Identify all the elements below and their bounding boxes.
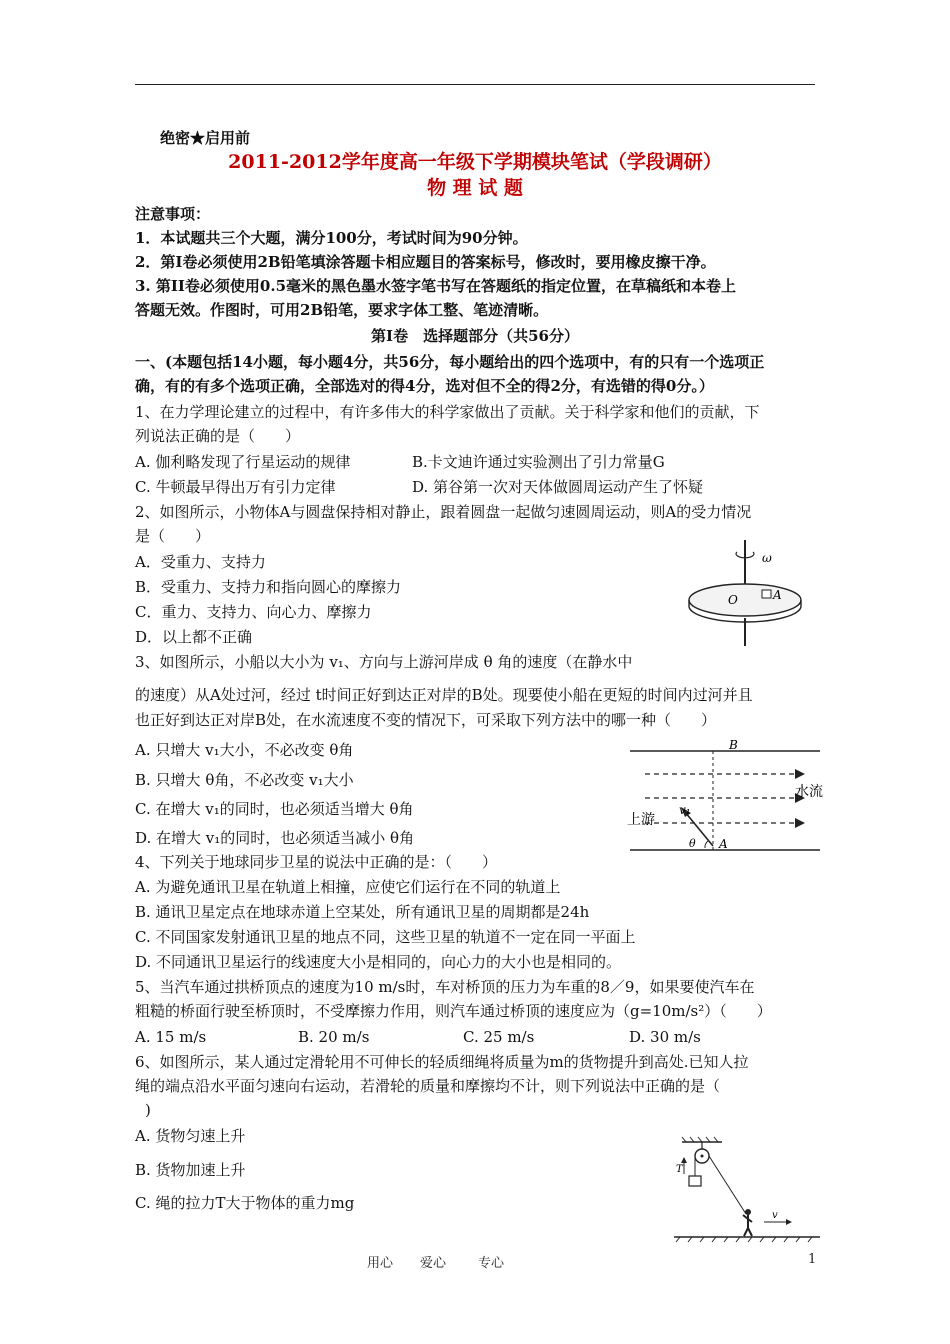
- part1-intro-b: 确，有的有多个选项正确，全部选对的得4分，选对但不全的得2分，有选错的得0分。）: [135, 377, 714, 395]
- tension-label: T: [676, 1164, 683, 1175]
- q3-stem-b: 的速度）从A处过河，经过 t时间正好到达正对岸的B处。现要使小船在更短的时间内过河并且: [135, 686, 753, 704]
- q6-stem-c: ): [145, 1101, 151, 1119]
- note-3b: 答题无效。作图时，可用2B铅笔，要求字体工整、笔迹清晰。: [135, 301, 549, 319]
- footer-motto-2: 爱心: [420, 1256, 447, 1271]
- velocity-label: v: [772, 1210, 778, 1221]
- q2-stem-b: 是（ ）: [135, 527, 211, 545]
- center-label: O: [728, 593, 738, 607]
- theta-label: θ: [689, 837, 696, 850]
- note-2: 2．第Ⅰ卷必须使用2B铅笔填涂答题卡相应题目的答案标号，修改时，要用橡皮擦干净。: [135, 253, 716, 271]
- q2-option-a: A．受重力、支持力: [135, 553, 266, 571]
- footer-motto-3: 专心: [478, 1256, 505, 1271]
- q2-stem-a: 2、如图所示，小物体A与圆盘保持相对静止，跟着圆盘一起做匀速圆周运动，则A的受力情况: [135, 503, 752, 521]
- q1-option-a: A. 伽利略发现了行星运动的规律: [135, 453, 351, 471]
- pulley-figure: [672, 1136, 822, 1244]
- flow-label: 水流: [795, 784, 823, 800]
- person-head: [745, 1209, 751, 1215]
- q6-option-b: B. 货物加速上升: [135, 1161, 246, 1179]
- q3-option-c: C. 在增大 v₁的同时，也必须适当增大 θ角: [135, 800, 414, 818]
- omega-label: ω: [762, 551, 772, 565]
- river-crossing-figure: [625, 738, 825, 856]
- pulley-axle: [701, 1155, 704, 1158]
- q5-stem-a: 5、当汽车通过拱桥顶点的速度为10 m/s时，车对桥顶的压力为车重的8／9，如果要使汽车在: [135, 978, 755, 996]
- block-label: A: [773, 588, 782, 602]
- tension-arrow-icon: [681, 1157, 687, 1163]
- q4-option-c: C. 不同国家发射通讯卫星的地点不同，这些卫星的轨道不一定在同一平面上: [135, 928, 636, 946]
- q1-stem-a: 1、在力学理论建立的过程中，有许多伟大的科学家做出了贡献。关于科学家和他们的贡献，下: [135, 403, 760, 421]
- rotating-disc-figure: [680, 538, 810, 648]
- exam-title: 2011-2012学年度高一年级下学期模块笔试（学段调研）: [228, 151, 722, 173]
- disc-top: [689, 584, 801, 616]
- q5-option-b: B. 20 m/s: [298, 1028, 370, 1046]
- q4-stem: 4、下列关于地球同步卫星的说法中正确的是：（ ）: [135, 853, 498, 871]
- part1-intro-a: 一、(本题包括14小题，每小题4分，共56分，每小题给出的四个选项中，有的只有一个选项正: [135, 353, 765, 371]
- point-a-label: A: [719, 837, 728, 851]
- q6-stem-a: 6、如图所示，某人通过定滑轮用不可伸长的轻质细绳将质量为m的货物提升到高处.已知人拉: [135, 1053, 749, 1071]
- q6-stem-b: 绳的端点沿水平面匀速向右运动，若滑轮的质量和摩擦均不计，则下列说法中正确的是（: [135, 1077, 721, 1095]
- q2-option-d: D．以上都不正确: [135, 628, 253, 646]
- footer-motto-1: 用心: [367, 1256, 394, 1271]
- q5-stem-b: 粗糙的桥面行驶至桥顶时，不受摩擦力作用，则汽车通过桥顶的速度应为（g=10m/s²）（ ）: [135, 1002, 772, 1020]
- upstream-label: 上游: [627, 812, 655, 828]
- person-body: [743, 1215, 752, 1236]
- cargo-box: [689, 1176, 701, 1186]
- q2-option-c: C．重力、支持力、向心力、摩擦力: [135, 603, 372, 621]
- q4-option-d: D. 不同通讯卫星运行的线速度大小是相同的，向心力的大小也是相同的。: [135, 953, 622, 971]
- exam-subtitle: 物 理 试 题: [427, 177, 523, 199]
- q3-option-b: B. 只增大 θ角，不必改变 v₁大小: [135, 771, 354, 789]
- notes-heading: 注意事项：: [135, 205, 211, 223]
- q3-option-a: A. 只增大 v₁大小，不必改变 θ角: [135, 741, 354, 759]
- point-b-label: B: [729, 738, 738, 752]
- q4-option-b: B. 通讯卫星定点在地球赤道上空某处，所有通讯卫星的周期都是24h: [135, 903, 590, 921]
- q1-stem-b: 列说法正确的是（ ）: [135, 427, 301, 445]
- part1-title: 第Ⅰ卷 选择题部分（共56分）: [371, 327, 579, 345]
- q6-option-a: A. 货物匀速上升: [135, 1127, 246, 1145]
- q1-option-c: C. 牛顿最早得出万有引力定律: [135, 478, 336, 496]
- q3-stem-c: 也正好到达正对岸B处，在水流速度不变的情况下，可采取下列方法中的哪一种（ ）: [135, 711, 717, 729]
- q5-option-a: A. 15 m/s: [135, 1028, 207, 1046]
- q5-option-c: C. 25 m/s: [463, 1028, 535, 1046]
- q1-option-d: D. 第谷第一次对天体做圆周运动产生了怀疑: [412, 478, 704, 496]
- q2-option-b: B．受重力、支持力和指向圆心的摩擦力: [135, 578, 402, 596]
- note-1: 1．本试题共三个大题，满分100分，考试时间为90分钟。: [135, 229, 528, 247]
- v1-label: v₁: [679, 803, 691, 817]
- q6-option-c: C. 绳的拉力T大于物体的重力mg: [135, 1194, 355, 1212]
- q4-option-a: A. 为避免通讯卫星在轨道上相撞，应使它们运行在不同的轨道上: [135, 878, 561, 896]
- flow-arrow-3-icon: [795, 818, 805, 828]
- confidential-label: 绝密★启用前: [160, 129, 251, 147]
- header-rule: [135, 84, 815, 85]
- q5-option-d: D. 30 m/s: [629, 1028, 701, 1046]
- angle-arc: [705, 841, 708, 848]
- velocity-arrow-icon: [786, 1219, 792, 1225]
- block-a: [762, 590, 771, 598]
- ground-hatch: [676, 1237, 812, 1242]
- rope-slanted: [709, 1156, 746, 1214]
- flow-arrow-1-icon: [795, 769, 805, 779]
- note-3a: 3. 第II卷必须使用0.5毫米的黑色墨水签字笔书写在答题纸的指定位置，在草稿纸和本卷上: [135, 277, 737, 295]
- q1-option-b: B.卡文迪许通过实验测出了引力常量G: [412, 453, 665, 471]
- q3-stem-a: 3、如图所示，小船以大小为 v₁、方向与上游河岸成 θ 角的速度（在静水中: [135, 653, 633, 671]
- q3-option-d: D. 在增大 v₁的同时，也必须适当减小 θ角: [135, 829, 415, 847]
- page-number: 1: [808, 1252, 817, 1267]
